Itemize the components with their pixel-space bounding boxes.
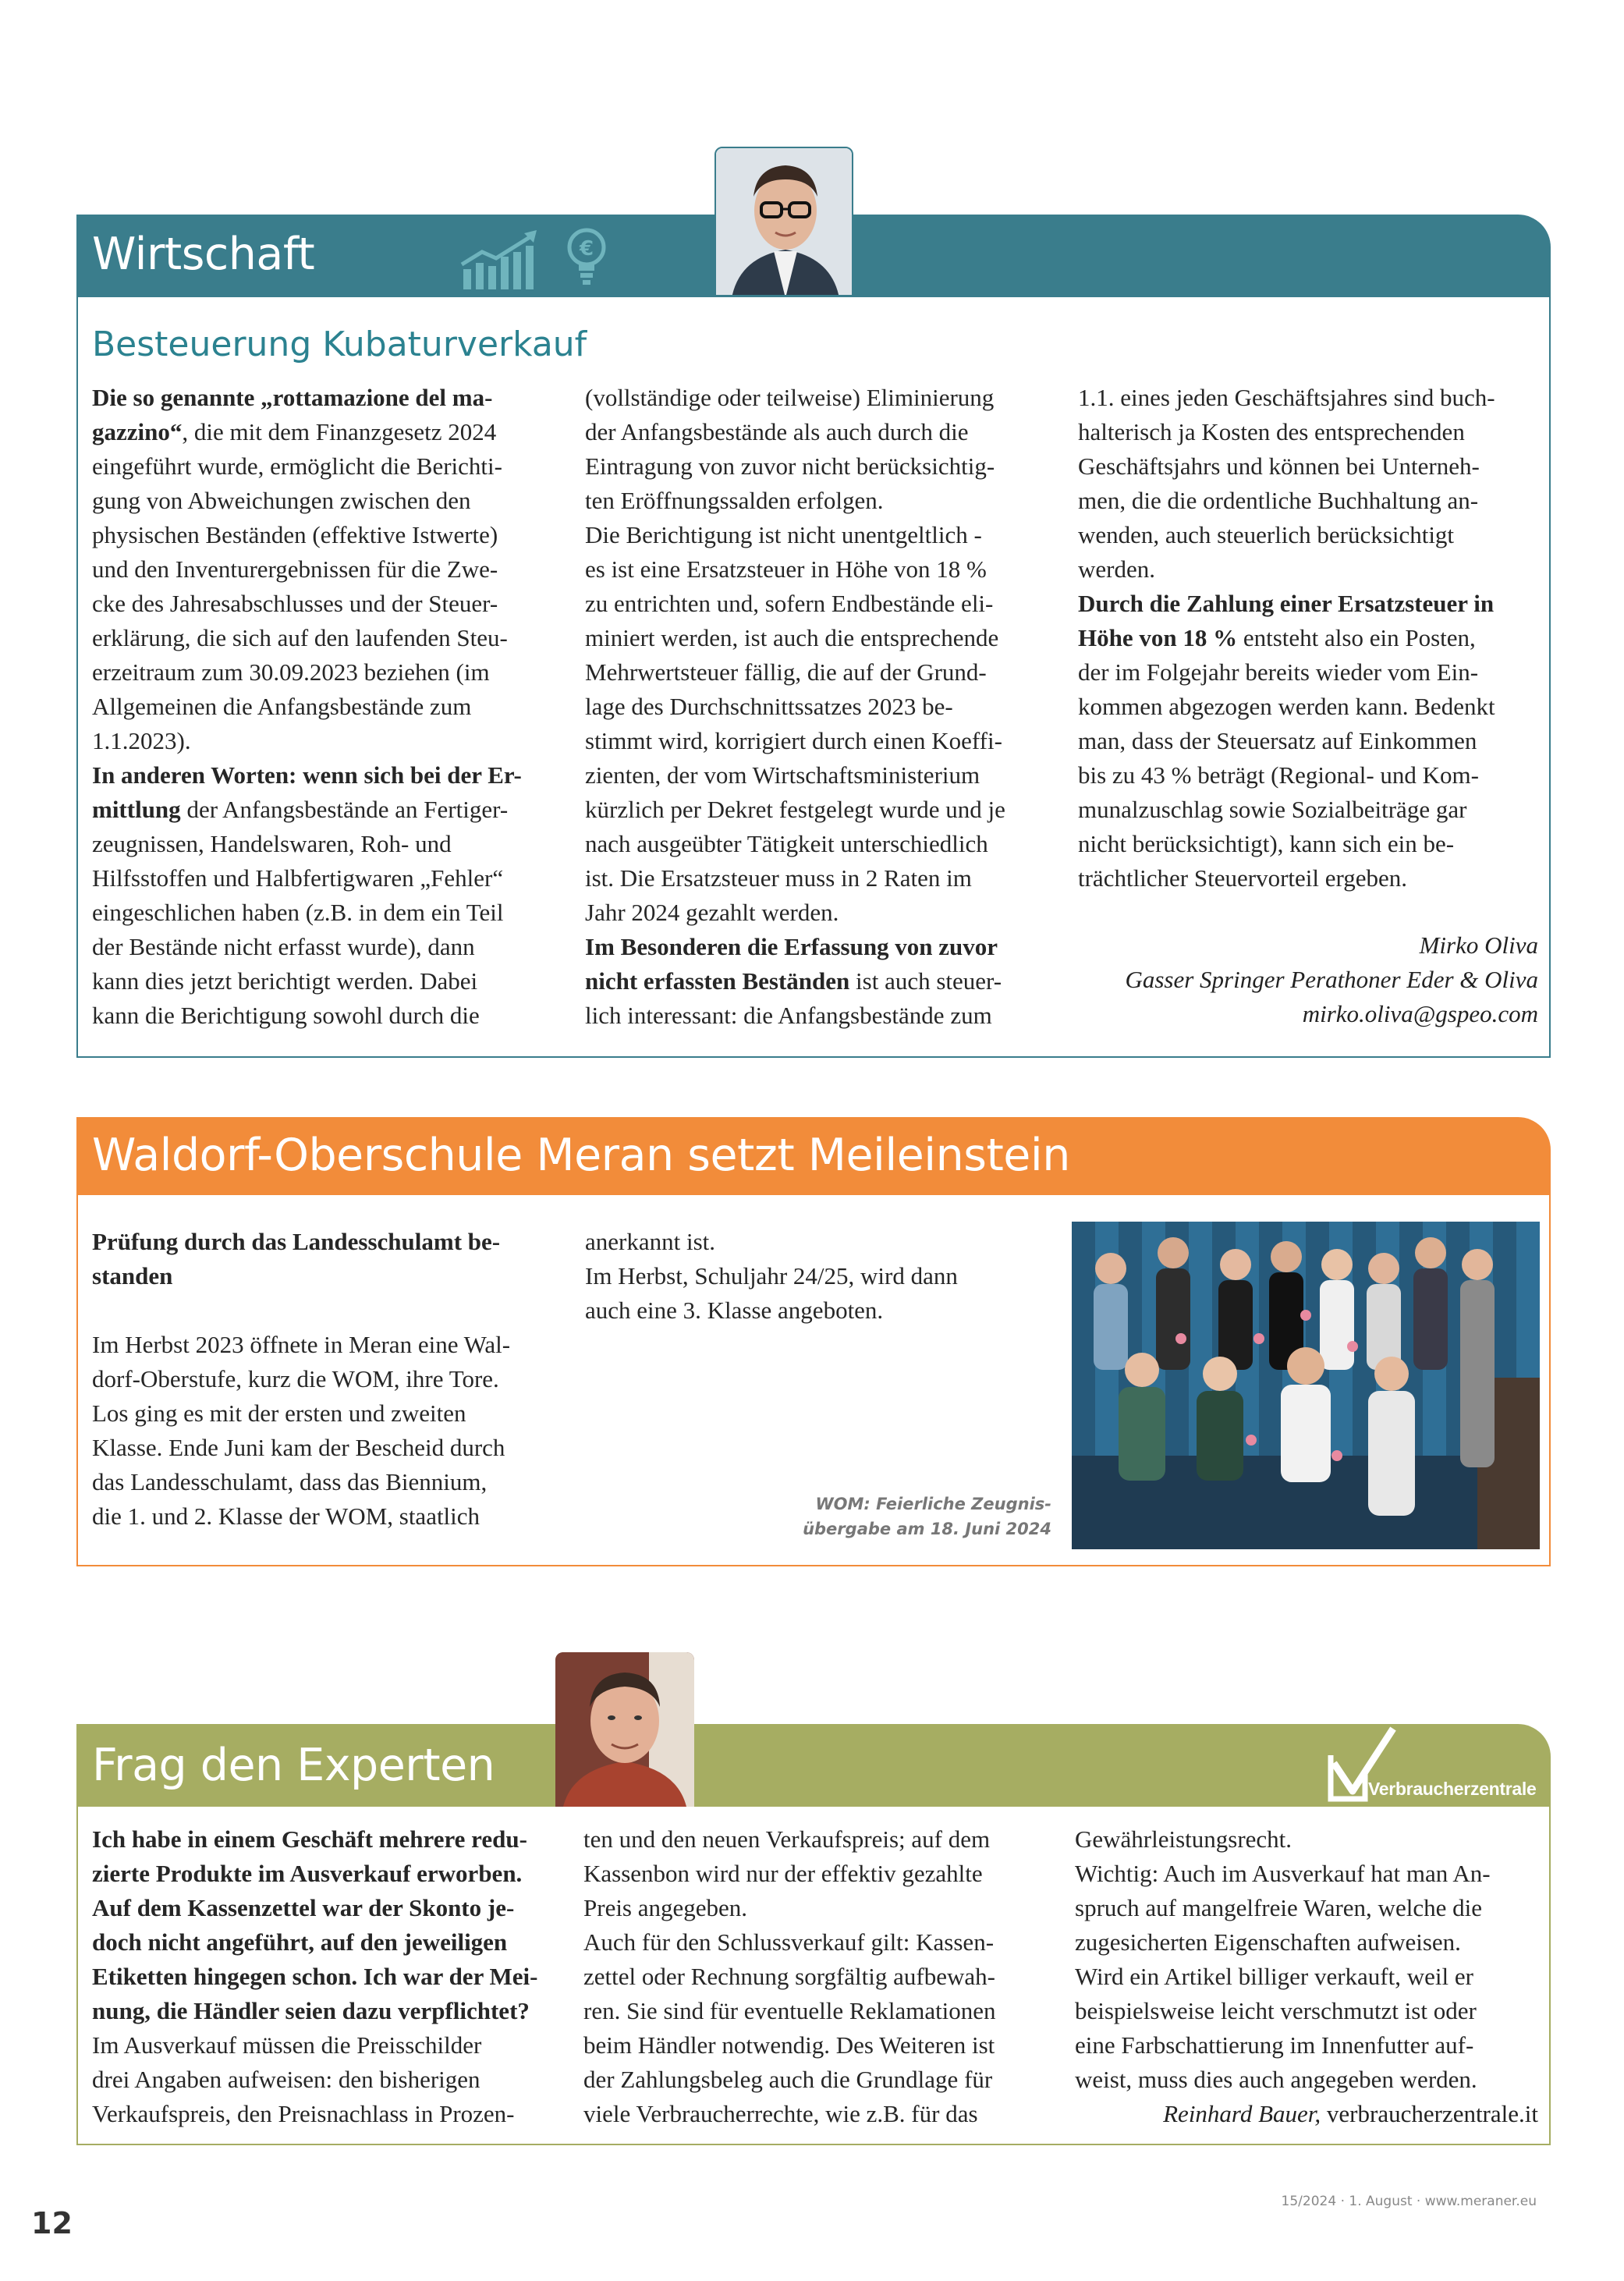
experten-section xyxy=(76,1638,1551,2169)
wirtschaft-subheading: Besteuerung Kubaturverkauf xyxy=(92,325,587,364)
experten-col1-text: Im Ausverkauf müssen die Preisschilder drei Angaben aufweisen: den bisherigen Verkaufspreis, den Preisnachlass in Prozen- xyxy=(92,2031,515,2127)
wirtschaft-col1-bold-2: In anderen Worten: wenn sich bei der Er- mittlung xyxy=(92,761,522,823)
page-number: 12 xyxy=(31,2206,73,2240)
experten-banner-title: Frag den Experten xyxy=(92,1740,495,1791)
wirtschaft-banner-title: Wirtschaft xyxy=(92,229,315,280)
waldorf-photo-caption: WOM: Feierliche Zeugnis- übergabe am 18. Juni 2024 xyxy=(803,1495,1051,1538)
wirtschaft-column-2 xyxy=(585,381,1053,1033)
expert-name: Reinhard Bauer, xyxy=(1163,2100,1321,2127)
wirtschaft-col2-bold-1: Im Besonderen die Erfassung von zuvor nicht erfassten Beständen xyxy=(585,933,998,995)
wirtschaft-col2-text-1: (vollständige oder teilweise) Eliminierung der Anfangsbestände als auch durch die Eintragung von zuvor nicht berücksichtig- ten Eröffnungssalden erfolgen. Die Berichtigung ist nicht unentgeltlich - es ist eine Ersatzsteuer in Höhe von 18 % zu entrichten und, sofern Endbestände eli- miniert werden, ist auch die entsprechende Mehrwertsteuer fällig, die auf der Grund- lage des Durchschnittssatzes 2023 be- stimmt wird, korrigiert durch einen Koeffi- zienten, der vom Wirtschaftsministerium kürzlich per Dekret festgelegt wurde und je nach ausgeübter Tätigkeit unterschiedlich ist. Die Ersatzsteuer muss in 2 Raten im Jahr 2024 gezahlt werden. xyxy=(585,384,1005,926)
wirtschaft-col2-text-2: ist auch steuer- lich interessant: die Anfangsbestände zum xyxy=(585,967,1002,1029)
wirtschaft-col1-text-1: , die mit dem Finanzgesetz 2024 eingeführt wurde, ermöglicht die Berichti- gung von Abweichungen zwischen den physischen Beständen (effektive Istwerte) und den Inventurergebnissen für die Zwe- cke des Jahresabschlusses und der Steuer- erklärung, die sich auf den laufenden Steu- erzeitraum zum 30.09.2023 beziehen (im Allgemeinen die Anfangsbestände zum 1.1.2023). xyxy=(92,418,508,754)
svg-text:€: € xyxy=(579,237,594,261)
experten-column-2 xyxy=(583,1822,1051,2131)
growth-chart-icon xyxy=(459,229,544,291)
author-name: Mirko Oliva xyxy=(1419,931,1538,959)
author-email: mirko.oliva@gspeo.com xyxy=(1302,1000,1538,1027)
experten-col3-text: Gewährleistungsrecht. Wichtig: Auch im Ausverkauf hat man An- spruch auf mangelfreie Waren, welche die zugesicherten Eigenschaften aufweisen. Wird ein Artikel billiger verkauft, weil er beispielsweise leicht verschmutzt ist oder eine Farbschattierung im Innenfutter auf- weist, muss dies auch angegeben werden. xyxy=(1075,1825,1491,2093)
wirtschaft-col1-bold-1: Die so genannte „rottamazione del ma- gazzino“ xyxy=(92,384,493,445)
experten-signature xyxy=(1163,2097,1538,2131)
waldorf-group-photo xyxy=(1072,1222,1540,1549)
waldorf-column-2 xyxy=(585,1225,1053,1328)
wirtschaft-author-signature xyxy=(1125,928,1538,1031)
wirtschaft-col1-text-2: der Anfangsbestände an Fertiger- zeugnissen, Handelswaren, Roh- und Hilfsstoffen und Halbfertigwaren „Fehler“ eingeschlichen haben (z.B. in dem ein Teil der Bestände nicht erfasst wurde), dann kann dies jetzt berichtigt werden. Dabei kann die Berichtigung sowohl durch die xyxy=(92,796,509,1029)
waldorf-col2-text: anerkannt ist. Im Herbst, Schuljahr 24/25, wird dann auch eine 3. Klasse angeboten. xyxy=(585,1228,958,1324)
expert-website: verbraucherzentrale.it xyxy=(1321,2100,1538,2127)
verbraucherzentrale-logo xyxy=(1323,1724,1551,1807)
lightbulb-euro-icon xyxy=(563,224,618,294)
wirtschaft-col3-bold-1: Durch die Zahlung einer Ersatzsteuer in Höhe von 18 % xyxy=(1078,590,1495,651)
experten-question: Ich habe in einem Geschäft mehrere redu- zierte Produkte im Ausverkauf erworben. Auf dem Kassenzettel war der Skonto je- doch nicht angeführt, auf den jeweiligen Etiketten hingegen schon. Ich war der Mei- nung, die Händler seien dazu verpflichtet? xyxy=(92,1825,538,2024)
wirtschaft-column-3 xyxy=(1078,381,1546,896)
waldorf-col1-bold: Prüfung durch das Landesschulamt be- standen xyxy=(92,1228,501,1289)
verbraucherzentrale-logo-text: Verbraucherzentrale xyxy=(1368,1779,1537,1799)
wirtschaft-col3-text-2: entsteht also ein Posten, der im Folgejahr bereits wieder vom Ein- kommen abgezogen werden kann. Bedenkt man, dass der Steuersatz auf Einkommen bis zu 43 % beträgt (Regional- und Kom- munalzuschlag sowie Sozialbeiträge gar nicht berücksichtigt), kann sich ein be- trächtlicher Steuervorteil ergeben. xyxy=(1078,624,1495,892)
experten-column-1 xyxy=(92,1822,560,2131)
author-firm: Gasser Springer Perathoner Eder & Oliva xyxy=(1125,966,1538,993)
wirtschaft-section xyxy=(76,0,1551,1092)
waldorf-banner xyxy=(76,1117,1551,1195)
author-portrait-photo xyxy=(714,147,853,296)
experten-col2-text: ten und den neuen Verkaufspreis; auf dem Kassenbon wird nur der effektiv gezahlte Preis angegeben. Auch für den Schlussverkauf gilt: Kassen- zettel oder Rechnung sorgfältig aufbewah- ren. Sie sind für eventuelle Reklamationen beim Händler notwendig. Des Weiteren ist der Zahlungsbeleg auch die Grundlage für viele Verbraucherrechte, wie z.B. für das xyxy=(583,1825,996,2127)
wirtschaft-column-1 xyxy=(92,381,560,1033)
wirtschaft-col3-text-1: 1.1. eines jeden Geschäftsjahres sind buch- halterisch ja Kosten des entsprechenden Geschäftsjahrs und können bei Unterneh- men, die die ordentliche Buchhaltung an- wenden, auch steuerlich berücksichtigt werden. xyxy=(1078,384,1495,583)
waldorf-column-1 xyxy=(92,1225,560,1534)
waldorf-section xyxy=(76,1108,1551,1576)
waldorf-banner-title: Waldorf-Oberschule Meran setzt Meileinstein xyxy=(92,1130,1070,1181)
issue-line: 15/2024 · 1. August · www.meraner.eu xyxy=(1281,2194,1537,2209)
experten-column-3 xyxy=(1075,1822,1543,2097)
expert-portrait-photo xyxy=(555,1652,694,1807)
experten-banner xyxy=(76,1724,1551,1807)
waldorf-col1-text: Im Herbst 2023 öffnete in Meran eine Wal- dorf-Oberstufe, kurz die WOM, ihre Tore. Los ging es mit der ersten und zweiten Klasse. Ende Juni kam der Bescheid durch das Landesschulamt, dass das Biennium, die 1. und 2. Klasse der WOM, staatlich xyxy=(92,1331,511,1530)
